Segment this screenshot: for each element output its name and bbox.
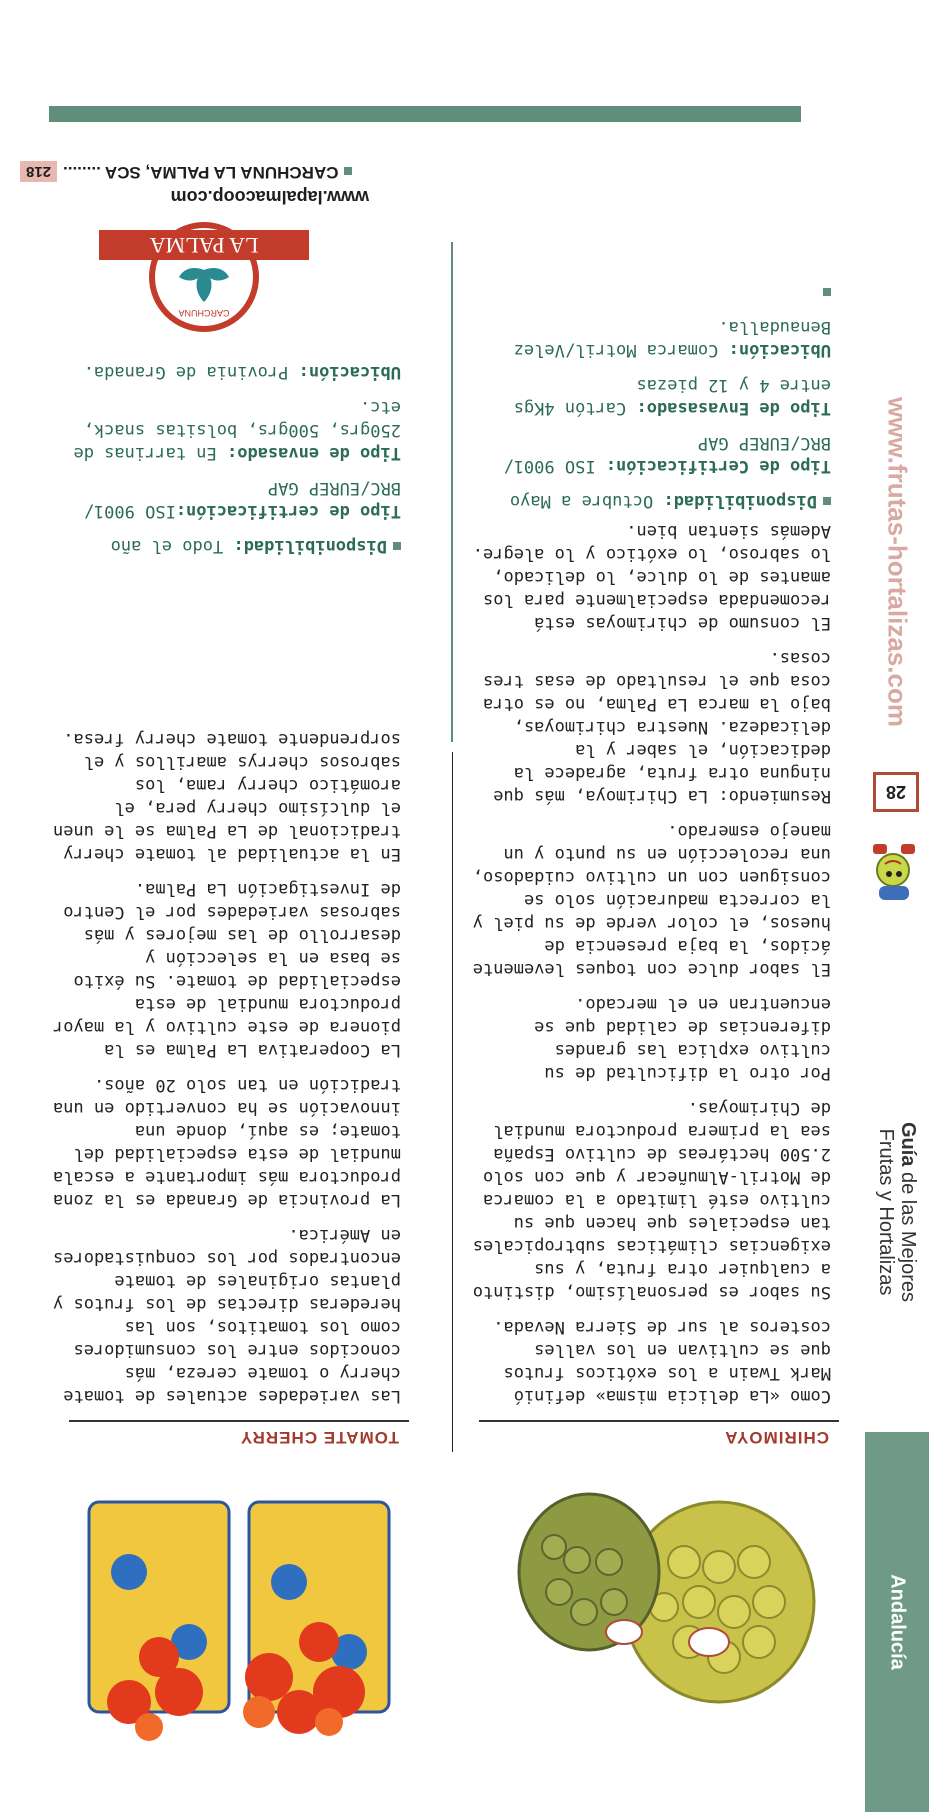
info-key: Tipo de Envasasado: <box>636 398 831 418</box>
info-item <box>51 395 401 464</box>
chirimoya-paragraph: Como «La delicia misma» definió Mark Twain a los exóticos frutos que se cultivan en los valles costeros al sur de Sierra Nevada. <box>493 1317 831 1406</box>
bullet-icon <box>823 288 831 296</box>
chirimoya-paragraph: El consumo de chirimoyas está recomendada especialmente para los amantes de lo dulce, lo delicado, lo sabroso, lo exótico y lo alegre. Además sientan bien. <box>472 521 831 633</box>
chirimoya-paragraph: El sabor dulce con toques levemente ácidos, la baja presencia de huesos, el color verde de su piel y la correcta maduración solo se consiguen con un cultivo cuidadoso, una recolección en su punto y un manejo esmerado. <box>472 821 831 979</box>
info-value: Comarca Motril/Velez Benaudalla. <box>513 317 831 360</box>
info-value: Todo el año <box>110 536 234 556</box>
la-palma-url[interactable]: www.lapalmacoop.com <box>170 187 369 207</box>
info-key: Tipo de certificación: <box>175 501 401 521</box>
tomate-paragraph: Las variedades actuales de tomate cherry o tomate cereza, más conocidos entre los consumidores como los tomatitos, son las herederas directas de los frutos y plantas originales de tomate encontrados por los conquistadores en América. <box>53 1225 401 1406</box>
tomate-cherry-photo <box>79 1462 409 1752</box>
company-ref-number: 218 <box>20 161 57 182</box>
info-value: En tarrinas de 250grs, 500grs, bolsitas snack, etc. <box>73 397 401 463</box>
chirimoya-title-rule <box>479 1420 839 1422</box>
info-value: ISO 9001/ BRC/EUREP GAP <box>503 433 831 476</box>
guide-title-line2: Frutas y Hortalizas <box>875 1128 897 1296</box>
tomate-paragraph: La provincia de Granada es la zona productora más importante a escala mundial de esta especialidad del tomate; es aquí, donde una innovación se ha convertido en una tradición en tan solo 20 años. <box>53 1075 401 1210</box>
guide-title-rest: de las Mejores <box>897 1166 919 1303</box>
logo-name-text: LA PALMA <box>149 233 259 258</box>
tomate-cherry-body <box>51 715 401 1407</box>
info-item <box>471 315 831 361</box>
info-value: Cartón 4Kgs entre 4 y 12 piezas <box>513 375 831 418</box>
info-value: Octubre a Mayo <box>509 491 664 511</box>
info-item <box>51 476 401 522</box>
info-item <box>471 489 831 512</box>
guide-title-bold: Guía <box>897 1121 919 1167</box>
info-item <box>471 373 831 419</box>
page-number: 28 <box>873 772 919 812</box>
info-key: Tipo de envasado: <box>227 443 401 463</box>
company-reference <box>20 161 680 182</box>
info-item <box>51 360 401 383</box>
chirimoya-paragraph: Su sabor es personalísimo, distinto a cualquier otra fruta, y sus exigencias climáticas subtropicales tan especiales que hacen que su cultivo esté limitado a la comarca de Motril-Almuñecar y que con solo 2.500 hectáreas de cultivo España sea la primera productora mundial de Chirimoyas. <box>472 1098 831 1302</box>
website-band <box>865 352 929 772</box>
chirimoya-info <box>471 280 831 512</box>
tomate-paragraph: En la actualidad al tomate cherry tradicional de La Palma se le unen el dulcísimo cherry pera, el aromático cherry rama, los sabrosos cherrys amarillos y el sorprendente tomate cherry fresa. <box>53 729 401 864</box>
column-divider <box>451 242 453 742</box>
info-value: ISO 9001/ BRC/EUREP GAP <box>83 478 401 521</box>
chirimoya-title: CHIRIMOYA <box>724 1428 829 1447</box>
tomate-cherry-title: TOMATE CHERRY <box>239 1428 399 1447</box>
info-key: Disponibilidad: <box>233 536 387 556</box>
mascot-icon <box>867 832 923 912</box>
info-value: Provinia de Granada. <box>83 362 299 382</box>
info-item <box>51 534 401 557</box>
info-item <box>471 431 831 477</box>
tomate-info <box>51 348 401 557</box>
bottom-green-bar <box>49 106 801 122</box>
chirimoya-paragraph: Por otro la dificultad de su cultivo explica las grandes diferencias de calidad que se encuentran en el mercado. <box>534 994 831 1083</box>
website-label: www.frutas-hortalizas.com <box>882 397 913 727</box>
tomate-paragraph: La Cooperativa La Palma es la pionera de este cultivo y la mayor productora mundial de esta especialidad de tomate. Su éxito se basa en la selección y desarrollo de las mejores y más sabrosas variedades por el Centro de Investigación La Palma. <box>53 879 401 1060</box>
info-key: Tipo de Certificación: <box>605 456 831 476</box>
column-divider-dark <box>452 752 453 1452</box>
tomate-title-rule <box>69 1420 409 1422</box>
region-band <box>865 1432 929 1812</box>
bullet-icon <box>344 167 352 175</box>
info-key: Disponibilidad: <box>663 491 817 511</box>
chirimoya-paragraph: Resumiendo: La Chirimoya, más que ninguna otra fruta, agradece la dedicación, el saber y la delicadeza. Nuestra chirimoyas, bajo la marca La Palma, no es otra cosa que el resultado de esas tres cosas. <box>483 648 831 806</box>
logo-top-text: CARCHUNA <box>178 308 230 318</box>
info-key: Ubicación: <box>728 340 831 360</box>
guide-title <box>865 1032 929 1392</box>
chirimoya-photo <box>509 1462 839 1752</box>
region-label: Andalucía <box>886 1574 909 1670</box>
la-palma-logo <box>99 222 309 332</box>
chirimoya-body <box>471 507 831 1407</box>
company-name: CARCHUNA LA PALMA, SCA ........ <box>63 163 339 182</box>
info-key: Ubicación: <box>298 362 401 382</box>
